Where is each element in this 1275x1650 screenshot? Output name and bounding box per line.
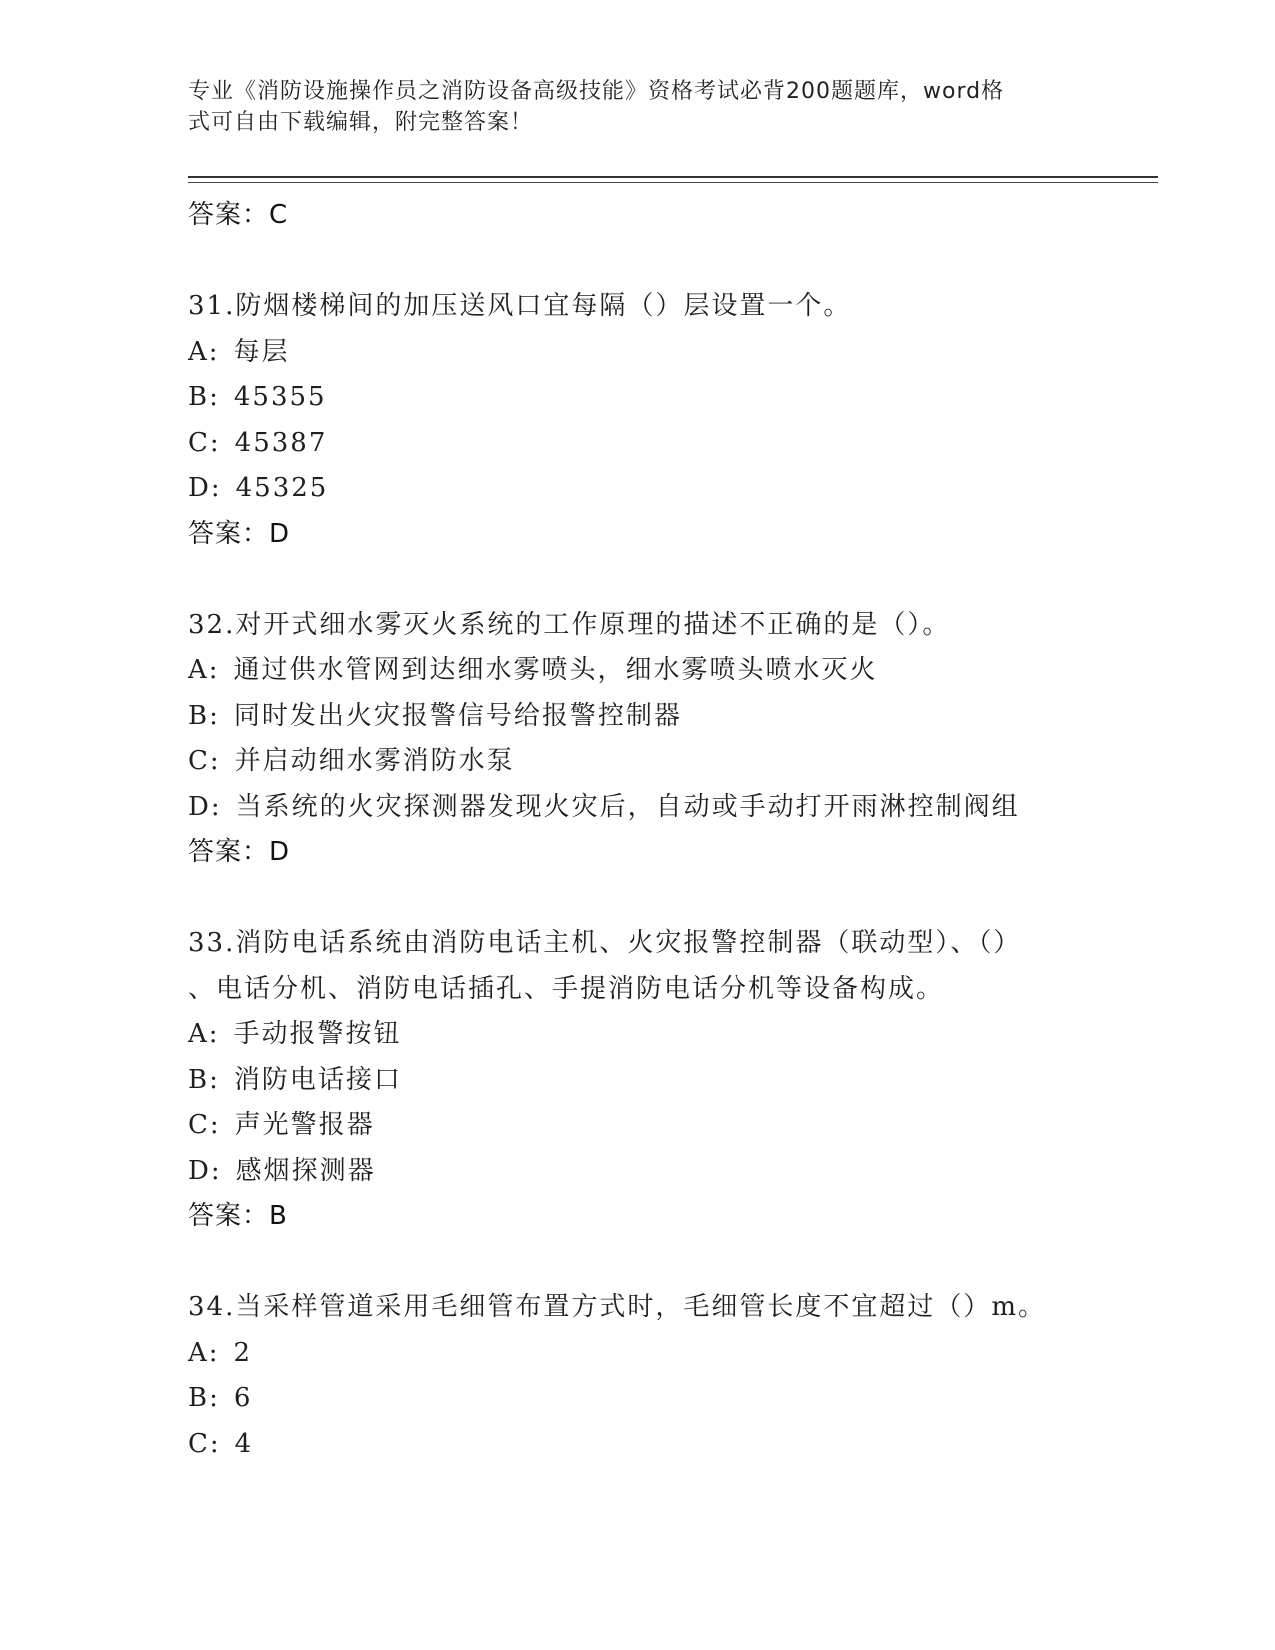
spacer [188, 239, 1088, 285]
option-label: A: [188, 1337, 220, 1368]
option-text: 感烟探测器 [235, 1155, 376, 1186]
question-stem: 34.当采样管道采用毛细管布置方式时，毛细管长度不宜超过（）m。 [188, 1292, 1047, 1322]
option-label: C: [188, 1110, 221, 1140]
option-c [188, 739, 1088, 785]
option-a [188, 648, 1088, 694]
spacer [188, 557, 1088, 603]
header-line-2: 式可自由下载编辑，附完整答案！ [188, 110, 534, 135]
question-34 [188, 1285, 1088, 1467]
option-label: A: [188, 1019, 220, 1049]
document-header [188, 76, 1068, 138]
question-stem: 31.防烟楼梯间的加压送风口宜每隔（）层设置一个。 [188, 291, 852, 321]
option-text: 消防电话接口 [233, 1064, 402, 1095]
question-stem-line-1: 33.消防电话系统由消防电话主机、火灾报警控制器（联动型）、（） [188, 928, 1022, 958]
option-text: 2 [233, 1337, 253, 1368]
option-a [188, 1331, 1088, 1377]
spacer [188, 1240, 1088, 1286]
option-c [188, 1422, 1088, 1468]
option-d [188, 785, 1088, 831]
header-line-1: 专业《消防设施操作员之消防设备高级技能》资格考试必背200题题库，word格 [188, 79, 1005, 104]
answer: 答案：D [188, 518, 291, 549]
option-a [188, 1012, 1088, 1058]
option-b [188, 1376, 1088, 1422]
option-text: 通过供水管网到达细水雾喷头，细水雾喷头喷水灭火 [233, 655, 878, 685]
header-divider-thin [188, 182, 1158, 183]
option-text: 手动报警按钮 [233, 1019, 402, 1049]
option-b [188, 694, 1088, 740]
option-d [188, 1149, 1088, 1195]
option-text: 4 [234, 1428, 254, 1459]
option-label: C: [188, 427, 221, 458]
answer: 答案：B [188, 1201, 288, 1231]
option-d [188, 466, 1088, 512]
question-31 [188, 284, 1088, 557]
question-stem: 32.对开式细水雾灭火系统的工作原理的描述不正确的是（）。 [188, 609, 951, 640]
question-list [188, 193, 1088, 1467]
spacer [188, 876, 1088, 922]
option-label: B: [188, 1064, 220, 1095]
header-divider-thick [188, 176, 1158, 178]
option-a [188, 330, 1088, 376]
previous-answer: 答案：C [188, 200, 289, 230]
option-text: 同时发出火灾报警信号给报警控制器 [233, 700, 682, 731]
option-text: 并启动细水雾消防水泵 [234, 746, 515, 776]
option-label: A: [188, 655, 220, 685]
option-b [188, 375, 1088, 421]
option-text: 每层 [233, 336, 290, 367]
option-text: 声光警报器 [234, 1110, 375, 1140]
option-text: 6 [233, 1383, 253, 1413]
option-b [188, 1058, 1088, 1104]
option-text: 45325 [235, 473, 329, 503]
option-label: B: [188, 1383, 220, 1413]
option-label: B: [188, 700, 220, 731]
question-32 [188, 603, 1088, 876]
option-label: C: [188, 1428, 221, 1459]
option-label: B: [188, 382, 220, 412]
option-text: 45355 [233, 382, 327, 412]
question-33 [188, 921, 1088, 1240]
option-label: C: [188, 746, 221, 776]
option-label: D: [188, 791, 222, 822]
option-c [188, 421, 1088, 467]
option-label: D: [188, 473, 222, 503]
question-stem-line-2: 、电话分机、消防电话插孔、手提消防电话分机等设备构成。 [188, 973, 945, 1004]
answer: 答案：D [188, 837, 291, 867]
option-label: D: [188, 1155, 222, 1186]
option-c [188, 1103, 1088, 1149]
option-text: 45387 [234, 427, 328, 458]
option-text: 当系统的火灾探测器发现火灾后，自动或手动打开雨淋控制阀组 [235, 791, 1020, 822]
option-label: A: [188, 336, 220, 367]
